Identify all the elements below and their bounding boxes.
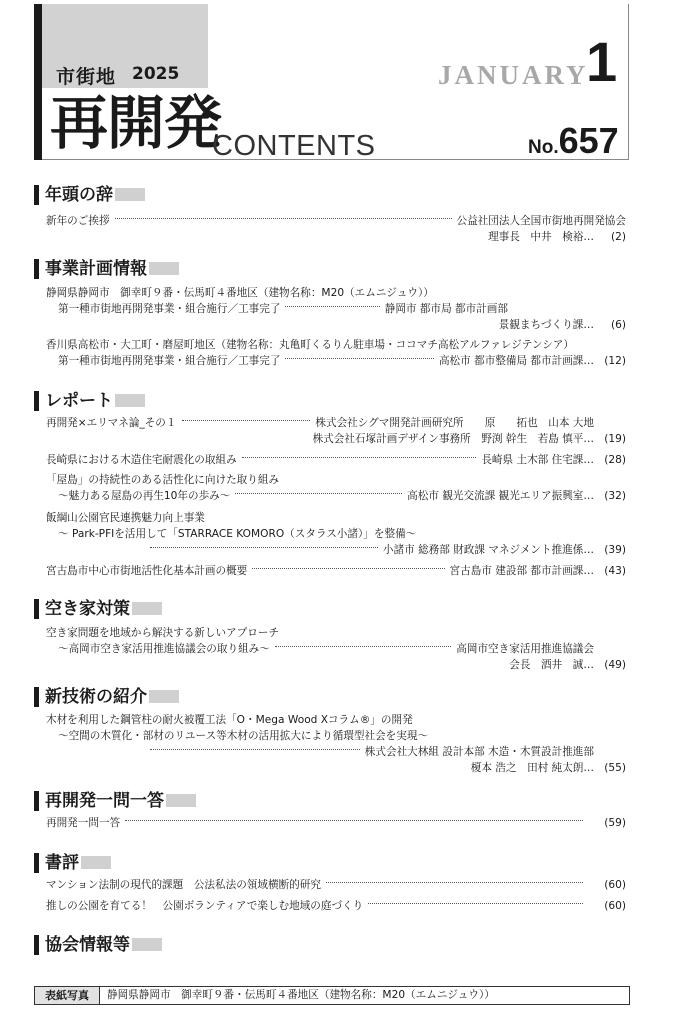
entry-title[interactable]: 木材を利用した鋼管柱の耐火被覆工法「O・Mega Wood Xコラム®」の開発 <box>46 714 413 726</box>
issue-month: JANUARY <box>438 60 589 90</box>
entry-org: 株式会社シグマ開発計画研究所 原 拓也 山本 大地 <box>315 417 594 429</box>
entry-title[interactable]: 静岡県静岡市 御幸町９番・伝馬町４番地区（建物名称：M20（エムニジュウ）） <box>46 287 434 299</box>
entry-subtitle: ～空間の木質化・部材のリユース等木材の活用拡大により循環型社会を実現～ <box>58 730 429 742</box>
section-title: 空き家対策 <box>45 599 130 619</box>
toc-entry-line <box>150 543 594 557</box>
leader-dots <box>285 306 379 307</box>
cover-photo-label: 表紙写真 <box>35 987 100 1004</box>
entry-org: 株式会社大林組 設計本部 木造・木質設計推進部 <box>364 746 594 758</box>
entry-org: 高岡市空き家活用推進協議会 <box>456 643 594 655</box>
masthead-rule-vertical <box>628 4 629 160</box>
section-bar <box>34 853 39 873</box>
section-title: 新技術の紹介 <box>45 687 147 707</box>
entry-org: 高松市 都市整備局 都市計画課… <box>438 355 594 367</box>
toc-entry-line <box>58 642 594 656</box>
entry-org: 静岡市 都市局 都市計画部 <box>384 303 508 315</box>
issue-num: 657 <box>558 120 619 161</box>
entry-title[interactable]: 飯綱山公園官民連携魅力向上事業 <box>46 512 205 524</box>
leader-dots <box>242 457 477 458</box>
cover-photo-text: 静岡県静岡市 御幸町９番・伝馬町４番地区（建物名称：M20（エムニジュウ）） <box>107 989 495 1001</box>
leader-dots <box>368 903 583 904</box>
entry-org-2: 株式会社石塚計画デザイン事務所 野渕 幹生 若島 慎平… <box>312 433 594 445</box>
leader-dots <box>326 882 583 883</box>
entry-subtitle: ～魅力ある屋島の再生10年の歩み～ <box>58 490 231 502</box>
entry-org: 公益社団法人全国市街地再開発協会 <box>456 215 626 227</box>
entry-page: (12) <box>604 355 626 367</box>
section-bar <box>34 259 39 279</box>
toc-entry-line[interactable] <box>46 453 594 467</box>
entry-page: (2) <box>610 231 626 243</box>
entry-title: 推しの公園を育てる！ 公園ボランティアで楽しむ地域の庭づくり <box>46 900 364 912</box>
section-gray-block <box>149 262 179 275</box>
leader-dots <box>150 547 378 548</box>
section-title: 年頭の辞 <box>45 185 113 205</box>
section-bar <box>34 791 39 811</box>
entry-title: 宮古島市中心市街地活性化基本計画の概要 <box>46 565 248 577</box>
toc-entry-line[interactable] <box>46 564 594 578</box>
leader-dots <box>252 568 444 569</box>
leader-dots <box>275 646 451 647</box>
entry-page: (6) <box>610 319 626 331</box>
entry-page: (28) <box>604 454 626 466</box>
entry-org: 小諸市 総務部 財政課 マネジメント推進係… <box>382 544 594 556</box>
entry-page: (55) <box>604 762 626 774</box>
entry-title: 再開発一問一答 <box>46 817 121 829</box>
section-gray-block <box>115 394 145 407</box>
entry-page: (32) <box>604 490 626 502</box>
entry-person: 榎本 浩之 田村 純太朗… <box>470 762 594 774</box>
section-title: レポート <box>45 391 113 411</box>
entry-subtitle: ～ Park-PFIを活用して「STARRACE KOMORO（スタラス小諸）」を整備～ <box>58 528 417 540</box>
leader-dots <box>150 749 360 750</box>
leader-dots <box>182 420 311 421</box>
entry-person: 景観まちづくり課… <box>498 319 594 331</box>
entry-title: 長崎県における木造住宅耐震化の取組み <box>46 454 237 466</box>
magazine-year: 2025 <box>132 64 180 84</box>
section-gray-block <box>81 856 111 869</box>
section-bar <box>34 687 39 707</box>
magazine-title: 再開発 <box>50 89 222 157</box>
section-bar <box>34 185 39 205</box>
entry-page: (43) <box>604 565 626 577</box>
issue-month-number: 1 <box>586 30 618 93</box>
toc-entry-line[interactable] <box>46 214 626 228</box>
toc-entry-line <box>150 745 594 759</box>
leader-dots <box>285 358 433 359</box>
magazine-brand-small: 市街地 <box>56 66 117 88</box>
toc-entry-line[interactable] <box>46 899 588 913</box>
entry-title[interactable]: 香川県高松市・大工町・磨屋町地区（建物名称：丸亀町くるりん駐車場・ココマチ高松アルファレジテンシア） <box>46 339 574 351</box>
section-title: 協会情報等 <box>45 935 130 955</box>
leader-dots <box>115 218 452 219</box>
entry-org: 長崎県 土木部 住宅課… <box>481 454 594 466</box>
entry-title: 再開発×エリマネ論_その１ <box>46 417 177 429</box>
entry-page: (59) <box>604 817 626 829</box>
section-gray-block <box>115 188 145 201</box>
entry-subtitle: ～高岡市空き家活用推進協議会の取り組み～ <box>58 643 270 655</box>
section-bar <box>34 599 39 619</box>
issue-prefix: No. <box>528 137 559 158</box>
section-title: 再開発一問一答 <box>45 791 164 811</box>
toc-entry-line <box>58 302 508 316</box>
section-bar <box>34 391 39 411</box>
leader-dots <box>235 493 402 494</box>
toc-entry-line[interactable] <box>46 416 594 430</box>
entry-page: (49) <box>604 659 626 671</box>
entry-person: 会長 酒井 誠… <box>509 659 594 671</box>
section-gray-block <box>149 690 179 703</box>
section-title: 書評 <box>45 853 79 873</box>
entry-title: マンション法制の現代的課題 公法私法の領域横断的研究 <box>46 879 321 891</box>
entry-subtitle: 第一種市街地再開発事業・組合施行／工事完了 <box>58 303 281 315</box>
entry-org: 宮古島市 建設部 都市計画課… <box>449 565 594 577</box>
section-gray-block <box>166 794 196 807</box>
masthead-bar <box>34 4 42 160</box>
issue-number <box>528 120 619 162</box>
entry-page: (60) <box>604 879 626 891</box>
section-gray-block <box>132 938 162 951</box>
entry-title[interactable]: 「屋島」の持続性のある活性化に向けた取り組み <box>46 474 280 486</box>
toc-entry-line[interactable] <box>46 878 588 892</box>
entry-title[interactable]: 空き家問題を地域から解決する新しいアプローチ <box>46 627 280 639</box>
entry-person: 理事長 中井 検裕… <box>488 231 594 243</box>
entry-page: (39) <box>604 544 626 556</box>
cover-photo-caption <box>34 986 630 1005</box>
section-bar <box>34 935 39 955</box>
entry-subtitle: 第一種市街地再開発事業・組合施行／工事完了 <box>58 355 281 367</box>
entry-page: (60) <box>604 900 626 912</box>
section-gray-block <box>132 602 162 615</box>
toc-entry-line[interactable] <box>46 816 588 830</box>
entry-page: (19) <box>604 433 626 445</box>
section-title: 事業計画情報 <box>45 259 147 279</box>
entry-title: 新年のご挨拶 <box>46 215 110 227</box>
toc-entry-line <box>58 354 594 368</box>
toc-entry-line <box>58 489 594 503</box>
leader-dots <box>125 820 583 821</box>
contents-heading: CONTENTS <box>212 130 376 162</box>
entry-org: 高松市 観光交流課 観光エリア振興室… <box>407 490 594 502</box>
